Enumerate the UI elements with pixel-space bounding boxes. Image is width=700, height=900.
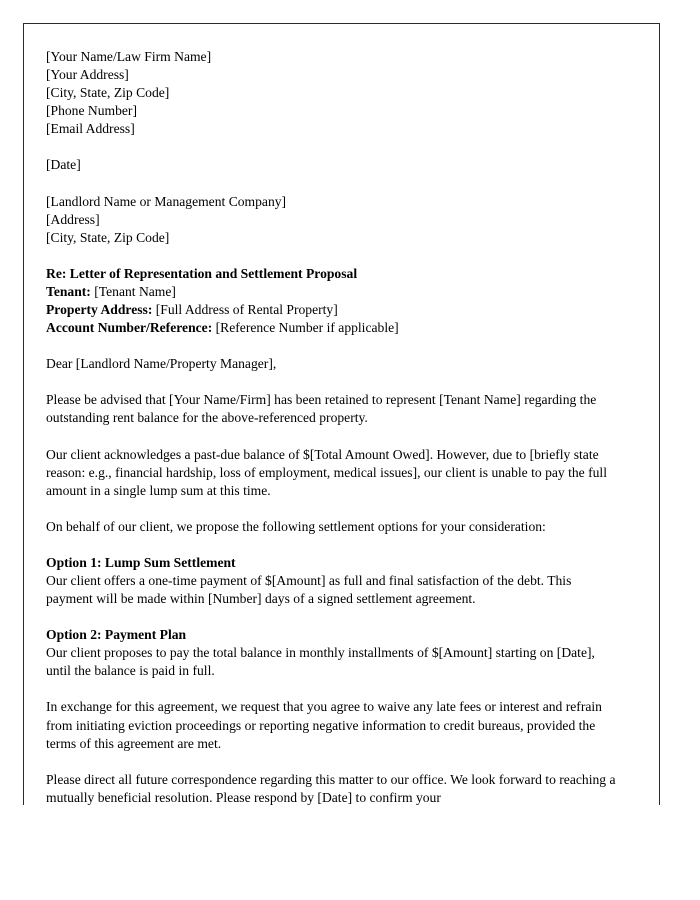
option-2-body: Our client proposes to pay the total balance in monthly installments of $[Amount] starting on [Date], until the balance is paid in full. [46, 645, 599, 679]
option-1-block [46, 554, 618, 608]
paragraph-closing-truncated: Please direct all future correspondence regarding this matter to our office. We look forward to reaching a mutually beneficial resolution. Please respond by [Date] to confirm your [46, 771, 616, 805]
property-address-field-value: [Full Address of Rental Property] [155, 302, 338, 318]
option-1-heading: Option 1: Lump Sum Settlement [46, 554, 236, 570]
option-2-heading: Option 2: Payment Plan [46, 627, 187, 643]
tenant-field [46, 283, 618, 301]
account-number-field-label: Account Number/Reference: [46, 320, 213, 336]
property-address-field [46, 301, 618, 319]
recipient-line-name: [Landlord Name or Management Company] [46, 193, 287, 209]
sender-line-city-state-zip: [City, State, Zip Code] [46, 85, 170, 101]
recipient-address-block [46, 193, 618, 247]
re-line: Re: Letter of Representation and Settlement Proposal [46, 265, 358, 281]
option-1-body: Our client offers a one-time payment of $[Amount] as full and final satisfaction of the debt. This payment will be made within [Number] days of a signed settlement agreement. [46, 572, 575, 607]
document-page [23, 23, 660, 805]
property-address-field-label: Property Address: [46, 302, 153, 318]
tenant-field-label: Tenant: [46, 283, 91, 299]
letter-body [46, 48, 618, 805]
subject-reference-block [46, 265, 618, 337]
recipient-line-city-state-zip: [City, State, Zip Code] [46, 229, 170, 245]
date-line: [Date] [46, 157, 81, 173]
sender-line-email: [Email Address] [46, 121, 135, 137]
account-number-field [46, 319, 618, 337]
paragraph-balance: Our client acknowledges a past-due balance of $[Total Amount Owed]. However, due to [briefly state reason: e.g., financial hardship, loss of employment, medical issues], our client is unable to pay the full amount in a single lump sum at this time. [46, 446, 607, 498]
paragraph-exchange: In exchange for this agreement, we request that you agree to waive any late fees or interest and refrain from initiating eviction proceedings or reporting negative information to credit bureaus, provided the terms of this agreement are met. [46, 699, 602, 751]
account-number-field-value: [Reference Number if applicable] [215, 320, 399, 336]
sender-line-name: [Your Name/Law Firm Name] [46, 49, 212, 64]
date-block [46, 156, 618, 174]
paragraph-retention: Please be advised that [Your Name/Firm] has been retained to represent [Tenant Name] regarding the outstanding rent balance for the above-referenced property. [46, 392, 597, 426]
recipient-line-address: [Address] [46, 211, 100, 227]
tenant-field-value: [Tenant Name] [94, 283, 176, 299]
sender-line-address: [Your Address] [46, 67, 129, 83]
sender-line-phone: [Phone Number] [46, 103, 137, 119]
option-2-block [46, 626, 618, 680]
sender-address-block [46, 48, 618, 138]
salutation: Dear [Landlord Name/Property Manager], [46, 356, 277, 372]
paragraph-proposal-intro: On behalf of our client, we propose the following settlement options for your consideration: [46, 518, 546, 534]
